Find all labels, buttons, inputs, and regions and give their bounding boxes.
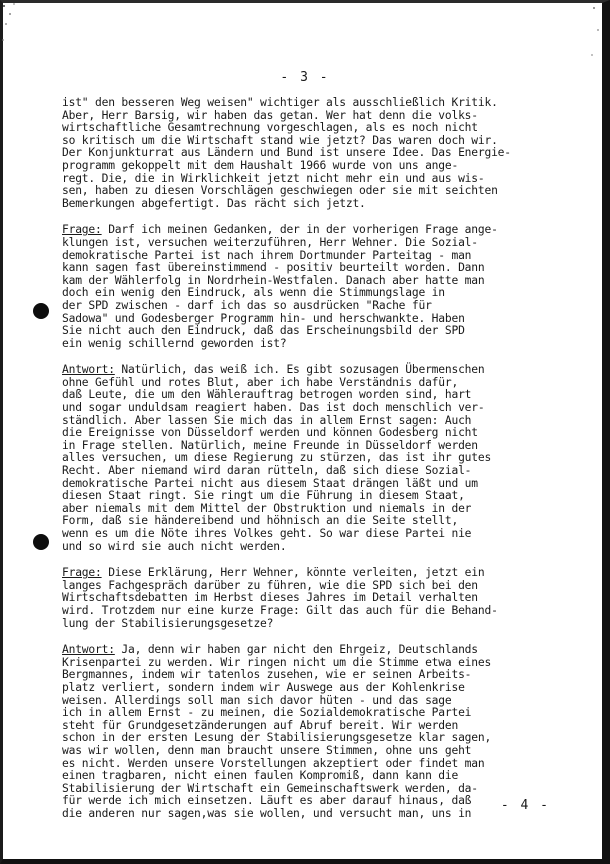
line-text: steht für Grundgesetzänderungen auf Abruf bereit. Wir werden bbox=[62, 718, 459, 732]
line-text: Recht. Aber niemand wird daran rütteln, daß sich diese Sozial- bbox=[62, 464, 472, 478]
speaker-label: Antwort: bbox=[62, 363, 115, 377]
speaker-label: Antwort: bbox=[62, 643, 115, 657]
line-text: für werde ich mich einsetzen. Läuft es aber darauf hinaus, daß bbox=[62, 794, 472, 808]
line-text: ein wenig schillernd geworden ist? bbox=[62, 336, 287, 350]
line-text: in Frage stellen. Natürlich, meine Freunde in Düsseldorf werden bbox=[62, 438, 478, 452]
line-text: langes Fachgespräch darüber zu führen, wie die SPD sich bei den bbox=[62, 578, 478, 592]
line-text: Der Konjunkturrat aus Ländern und Bund ist unsere Idee. Das Energie- bbox=[62, 146, 511, 160]
line-text: Ja, denn wir haben gar nicht den Ehrgeiz, Deutschlands bbox=[114, 643, 478, 657]
document-body bbox=[62, 97, 548, 834]
line-text: daß Leute, die um den Wählerauftrag betrogen worden sind, hart bbox=[62, 388, 472, 402]
line-text: die Ereignisse von Düsseldorf werden und können Godesberg nicht bbox=[62, 426, 478, 440]
line-text: Sie nicht auch den Eindruck, daß das Erscheinungsbild der SPD bbox=[62, 324, 465, 338]
line-text: Darf ich meinen Gedanken, der in der vorherigen Frage ange- bbox=[101, 223, 498, 237]
line-text: die anderen nur sagen,was sie wollen, und versucht man, uns in bbox=[62, 806, 472, 820]
paragraph bbox=[62, 567, 548, 630]
paragraph bbox=[62, 224, 548, 350]
line-text: und so wird sie auch nicht werden. bbox=[62, 539, 287, 553]
line-text: programm gekoppelt mit dem Haushalt 1966 wurde von uns ange- bbox=[62, 158, 459, 172]
line-text: Krisenpartei zu werden. Wir ringen nicht um die Stimme etwa eines bbox=[62, 655, 492, 669]
text-line bbox=[62, 198, 548, 211]
line-text: wird. Trotzdem nur eine kurze Frage: Gilt das auch für die Behand- bbox=[62, 603, 498, 617]
line-text: einen tragbaren, nicht einen faulen Kompromiß, dann kann die bbox=[62, 769, 459, 783]
text-line bbox=[62, 808, 548, 821]
next-page-number: - 4 - bbox=[500, 798, 550, 813]
line-text: klungen ist, versuchen weiterzuführen, Herr Wehner. Die Sozial- bbox=[62, 235, 478, 249]
line-text: Stabilisierung der Wirtschaft ein Gemeinschaftswerk werden, da- bbox=[62, 781, 478, 795]
line-text: Sadowa" und Godesberger Programm hin- und herschwankte. Haben bbox=[62, 311, 465, 325]
line-text: wirtschaftliche Gesamtrechnung vorgeschlagen, als es noch nicht bbox=[62, 121, 478, 135]
punch-hole-lower bbox=[33, 534, 49, 550]
line-text: wenn es um die Nöte ihres Volkes geht. So war diese Partei nie bbox=[62, 527, 472, 540]
punch-hole-upper bbox=[33, 303, 49, 319]
line-text: Aber, Herr Barsig, wir haben das getan. Wer hat denn die volks- bbox=[62, 108, 478, 122]
line-text: demokratische Partei nicht aus diesem Staat drängen läßt und um bbox=[62, 476, 478, 490]
line-text: und sogar unduldsam reagiert haben. Das ist doch menschlich ver- bbox=[62, 401, 485, 415]
line-text: kam der Wählerfolg in Nordrhein-Westfalen. Danach aber hatte man bbox=[62, 273, 485, 287]
paragraph bbox=[62, 97, 548, 210]
scan-noise-right bbox=[588, 0, 602, 70]
line-text: Wirtschaftsdebatten im Herbst dieses Jahres im Detail verhalten bbox=[62, 591, 478, 605]
line-text: kann sagen fast übereinstimmend - positiv beurteilt worden. Dann bbox=[62, 261, 485, 275]
line-text: der SPD zwischen - darf ich das so ausdrücken "Rache für bbox=[62, 298, 432, 312]
line-text: Natürlich, das weiß ich. Es gibt sozusagen Übermenschen bbox=[114, 363, 485, 377]
line-text: ist" den besseren Weg weisen" wichtiger als ausschließlich Kritik. bbox=[62, 96, 498, 109]
line-text: alles versuchen, um diese Regierung zu stürzen, das ist ihr gutes bbox=[62, 451, 492, 465]
line-text: ich in allem Ernst - zu meinen, die Sozialdemokratische Partei bbox=[62, 706, 472, 720]
paragraph bbox=[62, 644, 548, 820]
line-text: Diese Erklärung, Herr Wehner, könnte verleiten, jetzt ein bbox=[101, 566, 485, 580]
text-line bbox=[62, 541, 548, 554]
line-text: ständlich. Aber lassen Sie mich das in allem Ernst sagen: Auch bbox=[62, 413, 472, 427]
line-text: diesen Staat ringt. Sie ringt um die Führung in diesem Staat, bbox=[62, 489, 465, 503]
text-line bbox=[62, 338, 548, 351]
scan-noise bbox=[0, 0, 22, 60]
line-text: so kritisch um die Wirtschaft stand wie jetzt? Das waren doch wir. bbox=[62, 133, 498, 147]
page-number: - 3 - bbox=[280, 70, 330, 85]
line-text: lung der Stabilisierungsgesetze? bbox=[62, 616, 274, 630]
line-text: weisen. Allerdings soll man sich davor hüten - und das sage bbox=[62, 693, 452, 707]
line-text: Form, daß sie händereibend und höhnisch an die Seite stellt, bbox=[62, 514, 459, 528]
line-text: Bergmannes, indem wir tatenlos zusehen, wie er seinen Arbeits- bbox=[62, 668, 472, 682]
line-text: es nicht. Werden unsere Vorstellungen akzeptiert oder findet man bbox=[62, 756, 485, 770]
line-text: aber niemals mit dem Mittel der Obstruktion und niemals in der bbox=[62, 501, 472, 515]
text-line bbox=[62, 618, 548, 631]
line-text: ohne Gefühl und rotes Blut, aber ich habe Verständnis dafür, bbox=[62, 375, 459, 389]
speaker-label: Frage: bbox=[62, 566, 102, 580]
line-text: doch ein wenig den Eindruck, als wenn die Stimmungslage in bbox=[62, 286, 445, 300]
line-text: sen, haben zu diesen Vorschlägen geschwiegen oder sie mit seichten bbox=[62, 184, 498, 198]
paragraph bbox=[62, 364, 548, 553]
line-text: regt. Die, die in Wirklichkeit jetzt nicht mehr ein und aus wis- bbox=[62, 171, 485, 185]
line-text: Bemerkungen abgefertigt. Das rächt sich jetzt. bbox=[62, 196, 366, 210]
line-text: was wir wollen, denn man braucht unsere Stimmen, ohne uns geht bbox=[62, 743, 472, 757]
speaker-label: Frage: bbox=[62, 223, 102, 237]
line-text: demokratische Partei ist nach ihrem Dortmunder Parteitag - man bbox=[62, 248, 472, 262]
line-text: platz verliert, sondern indem wir Auswege aus der Kohlenkrise bbox=[62, 680, 465, 694]
line-text: schon in der ersten Lesung der Stabilisierungsgesetze klar sagen, bbox=[62, 731, 492, 745]
